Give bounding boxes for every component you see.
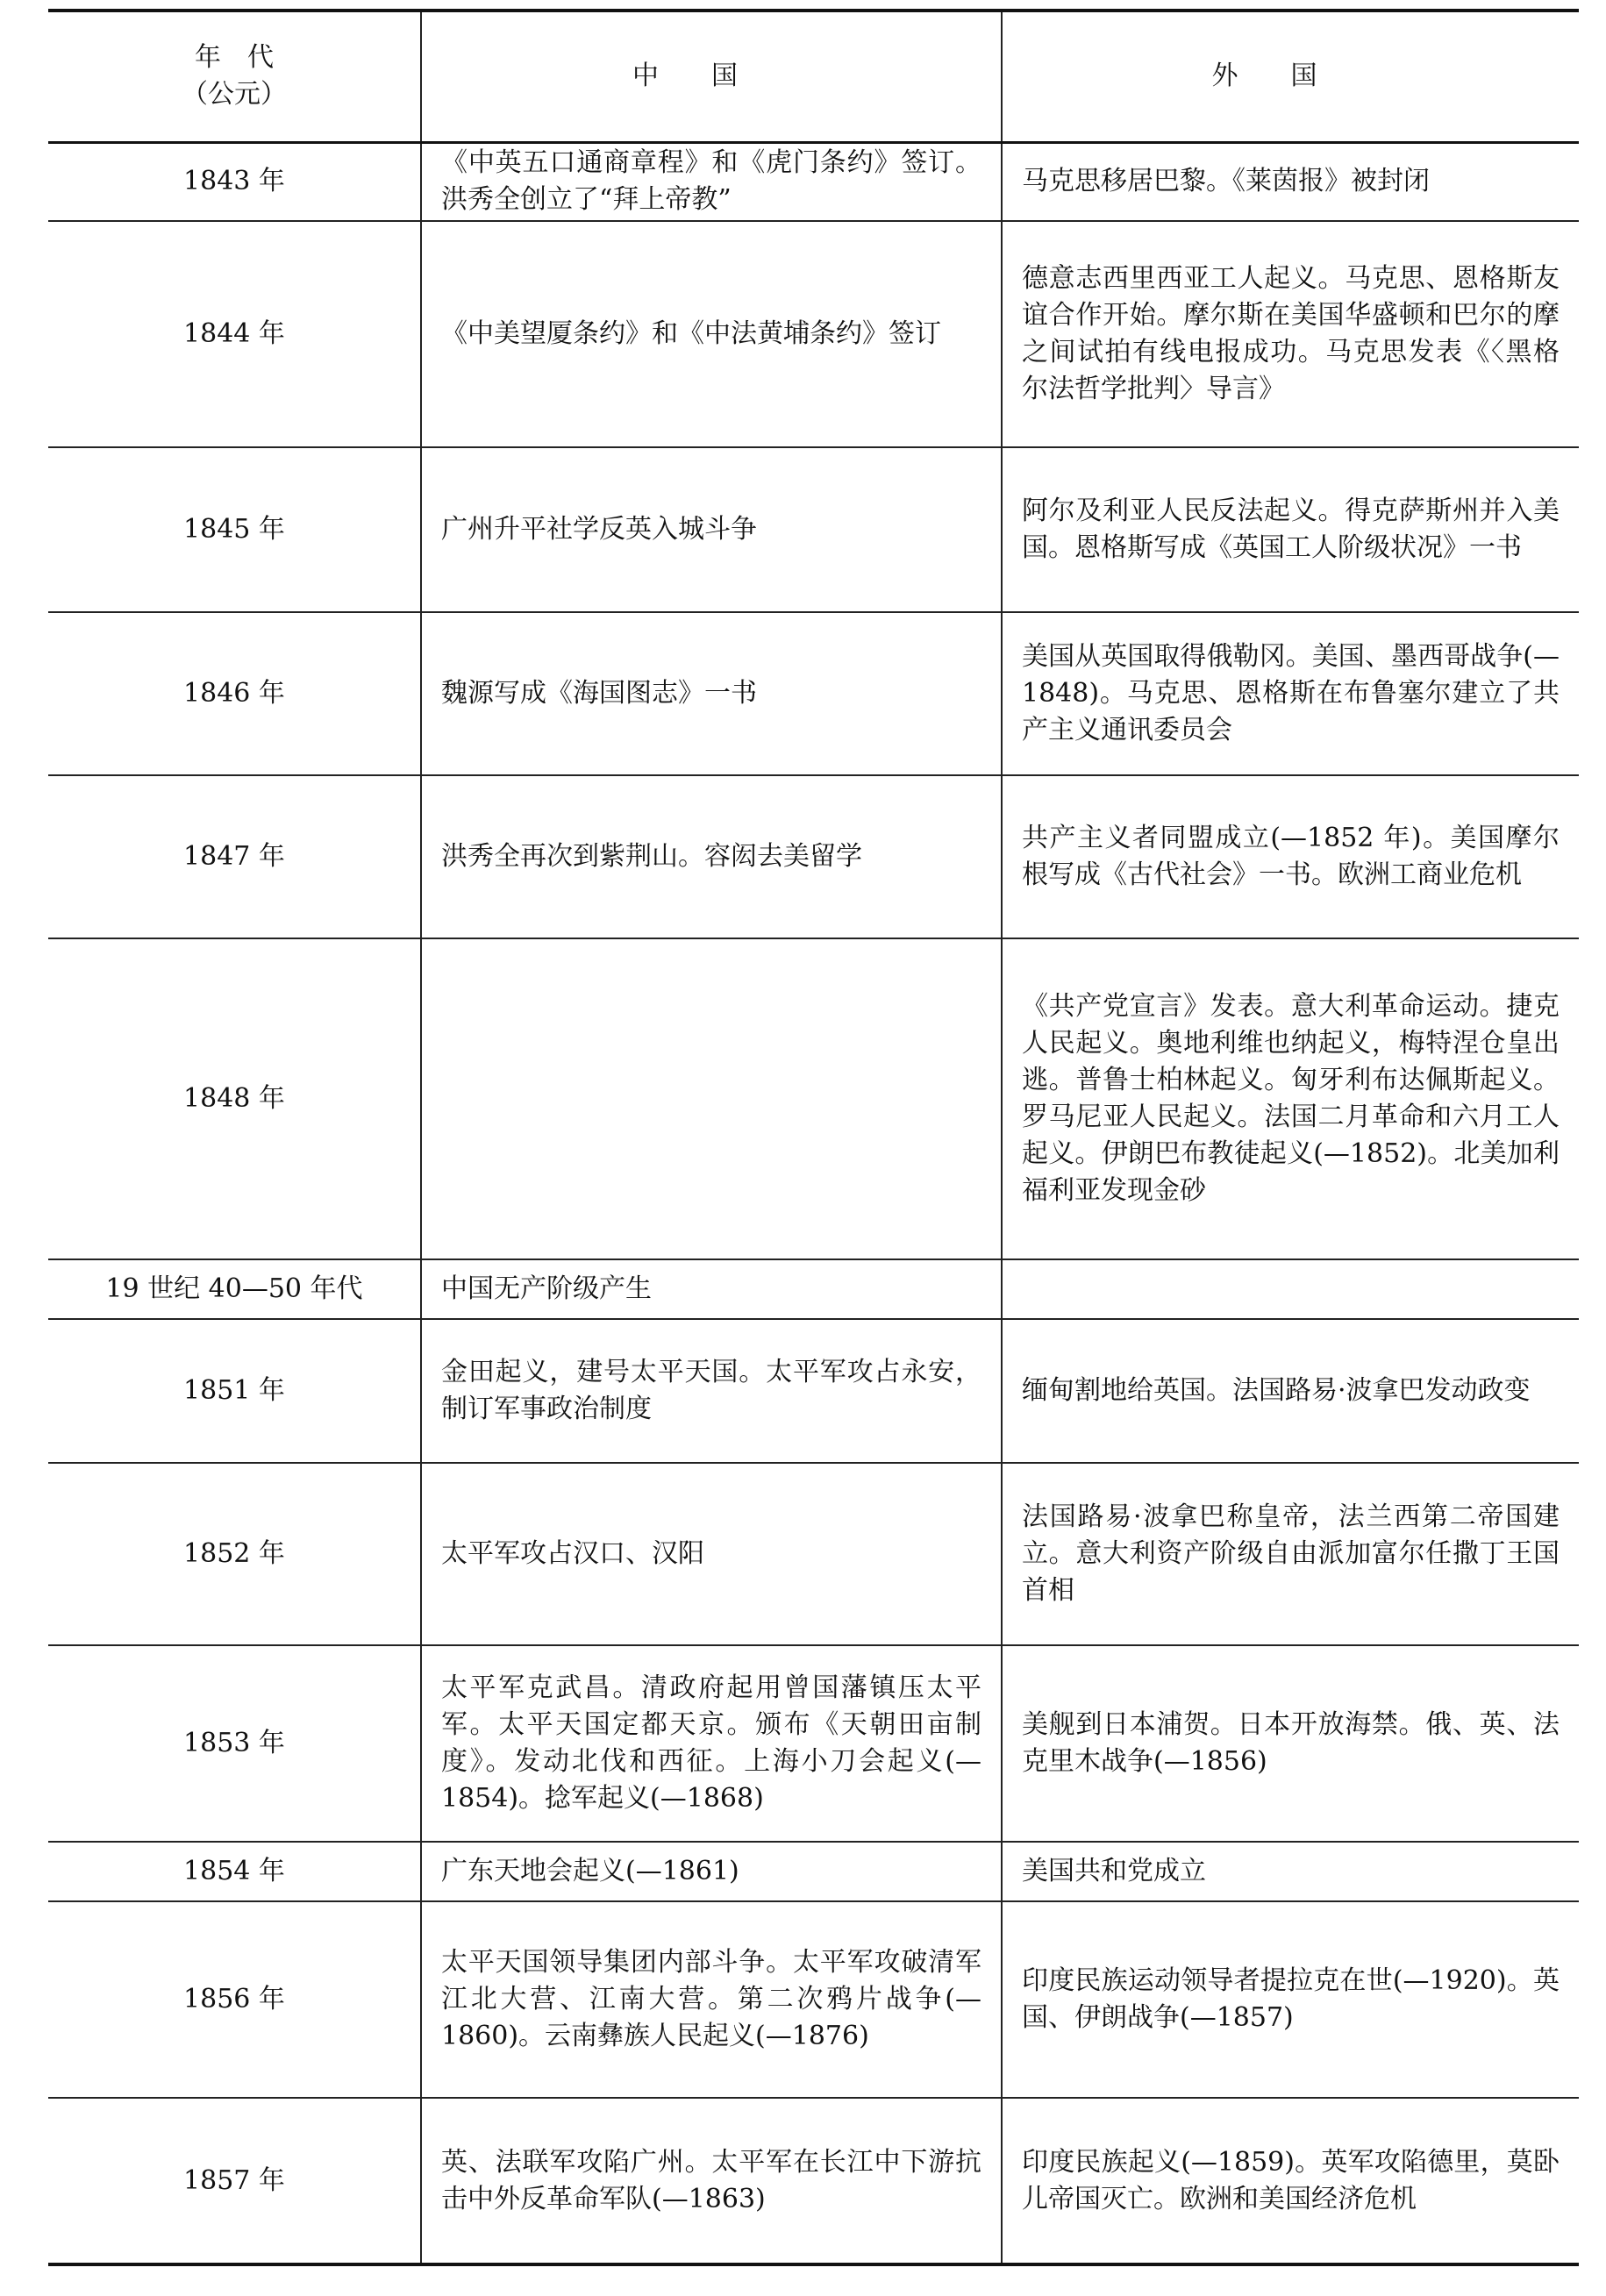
foreign-column-header	[1002, 11, 1579, 142]
china-event-cell: 《中英五口通商章程》和《虎门条约》签订。洪秀全创立了“拜上帝教”	[421, 142, 1002, 221]
year-cell: 1843 年	[48, 142, 421, 221]
year-cell: 1846 年	[48, 612, 421, 775]
year-cell: 1847 年	[48, 775, 421, 938]
foreign-header-label: 外国	[1211, 61, 1370, 92]
china-event-cell: 太平天国领导集团内部斗争。太平军攻破清军江北大营、江南大营。第二次鸦片战争(—1860)。云南彝族人民起义(—1876)	[421, 1901, 1002, 2098]
table-row-1847	[48, 775, 1579, 938]
table-row-1846	[48, 612, 1579, 775]
foreign-event-cell: 美国共和党成立	[1002, 1842, 1579, 1901]
china-header-label: 中国	[632, 61, 790, 92]
year-cell: 1844 年	[48, 221, 421, 447]
table-header-row	[48, 11, 1579, 142]
china-event-cell: 金田起义，建号太平天国。太平军攻占永安，制订军事政治制度	[421, 1319, 1002, 1463]
year-cell: 1854 年	[48, 1842, 421, 1901]
year-cell: 1851 年	[48, 1319, 421, 1463]
table-row-1854	[48, 1842, 1579, 1901]
foreign-event-cell: 马克思移居巴黎。《莱茵报》被封闭	[1002, 142, 1579, 221]
year-cell: 1857 年	[48, 2098, 421, 2264]
table-row-1848	[48, 938, 1579, 1259]
table-row-1856	[48, 1901, 1579, 2098]
foreign-event-cell: 德意志西里西亚工人起义。马克思、恩格斯友谊合作开始。摩尔斯在美国华盛顿和巴尔的摩之间试拍有线电报成功。马克思发表《〈黑格尔法哲学批判〉导言》	[1002, 221, 1579, 447]
foreign-event-cell: 法国路易·波拿巴称皇帝，法兰西第二帝国建立。意大利资产阶级自由派加富尔任撒丁王国首相	[1002, 1463, 1579, 1645]
table-row-1857	[48, 2098, 1579, 2264]
table-row-1845	[48, 447, 1579, 612]
table-row-1853	[48, 1645, 1579, 1842]
foreign-event-cell: 缅甸割地给英国。法国路易·波拿巴发动政变	[1002, 1319, 1579, 1463]
foreign-event-cell	[1002, 1259, 1579, 1319]
china-event-cell: 太平军攻占汉口、汉阳	[421, 1463, 1002, 1645]
foreign-event-cell: 阿尔及利亚人民反法起义。得克萨斯州并入美国。恩格斯写成《英国工人阶级状况》一书	[1002, 447, 1579, 612]
table-row-1852	[48, 1463, 1579, 1645]
year-cell: 1845 年	[48, 447, 421, 612]
foreign-event-cell: 共产主义者同盟成立(—1852 年)。美国摩尔根写成《古代社会》一书。欧洲工商业危机	[1002, 775, 1579, 938]
year-cell: 1853 年	[48, 1645, 421, 1842]
foreign-event-cell: 印度民族运动领导者提拉克在世(—1920)。英国、伊朗战争(—1857)	[1002, 1901, 1579, 2098]
year-header-label: 年代	[195, 42, 300, 74]
china-event-cell: 英、法联军攻陷广州。太平军在长江中下游抗击中外反革命军队(—1863)	[421, 2098, 1002, 2264]
china-event-cell: 广东天地会起义(—1861)	[421, 1842, 1002, 1901]
foreign-event-cell: 《共产党宣言》发表。意大利革命运动。捷克人民起义。奥地利维也纳起义，梅特涅仓皇出逃。普鲁士柏林起义。匈牙利布达佩斯起义。罗马尼亚人民起义。法国二月革命和六月工人起义。伊朗巴布教徒起义(—1852)。北美加利福利亚发现金砂	[1002, 938, 1579, 1259]
year-cell: 1848 年	[48, 938, 421, 1259]
china-event-cell	[421, 938, 1002, 1259]
china-event-cell: 《中美望厦条约》和《中法黄埔条约》签订	[421, 221, 1002, 447]
table-row-1851	[48, 1319, 1579, 1463]
chronology-table	[48, 9, 1579, 2266]
foreign-event-cell: 美国从英国取得俄勒冈。美国、墨西哥战争(—1848)。马克思、恩格斯在布鲁塞尔建立了共产主义通讯委员会	[1002, 612, 1579, 775]
foreign-event-cell: 印度民族起义(—1859)。英军攻陷德里，莫卧儿帝国灭亡。欧洲和美国经济危机	[1002, 2098, 1579, 2264]
foreign-event-cell: 美舰到日本浦贺。日本开放海禁。俄、英、法克里木战争(—1856)	[1002, 1645, 1579, 1842]
table-row-1840s-1850s	[48, 1259, 1579, 1319]
table-row-1843	[48, 142, 1579, 221]
year-cell: 19 世纪 40—50 年代	[48, 1259, 421, 1319]
year-column-header	[48, 11, 421, 142]
china-event-cell: 中国无产阶级产生	[421, 1259, 1002, 1319]
china-event-cell: 魏源写成《海国图志》一书	[421, 612, 1002, 775]
year-header-sublabel: （公元）	[182, 79, 287, 111]
year-cell: 1852 年	[48, 1463, 421, 1645]
china-event-cell: 太平军克武昌。清政府起用曾国藩镇压太平军。太平天国定都天京。颁布《天朝田亩制度》。发动北伐和西征。上海小刀会起义(—1854)。捻军起义(—1868)	[421, 1645, 1002, 1842]
china-column-header	[421, 11, 1002, 142]
chronology-page	[48, 9, 1579, 2266]
china-event-cell: 洪秀全再次到紫荆山。容闳去美留学	[421, 775, 1002, 938]
china-event-cell: 广州升平社学反英入城斗争	[421, 447, 1002, 612]
year-cell: 1856 年	[48, 1901, 421, 2098]
table-row-1844	[48, 221, 1579, 447]
